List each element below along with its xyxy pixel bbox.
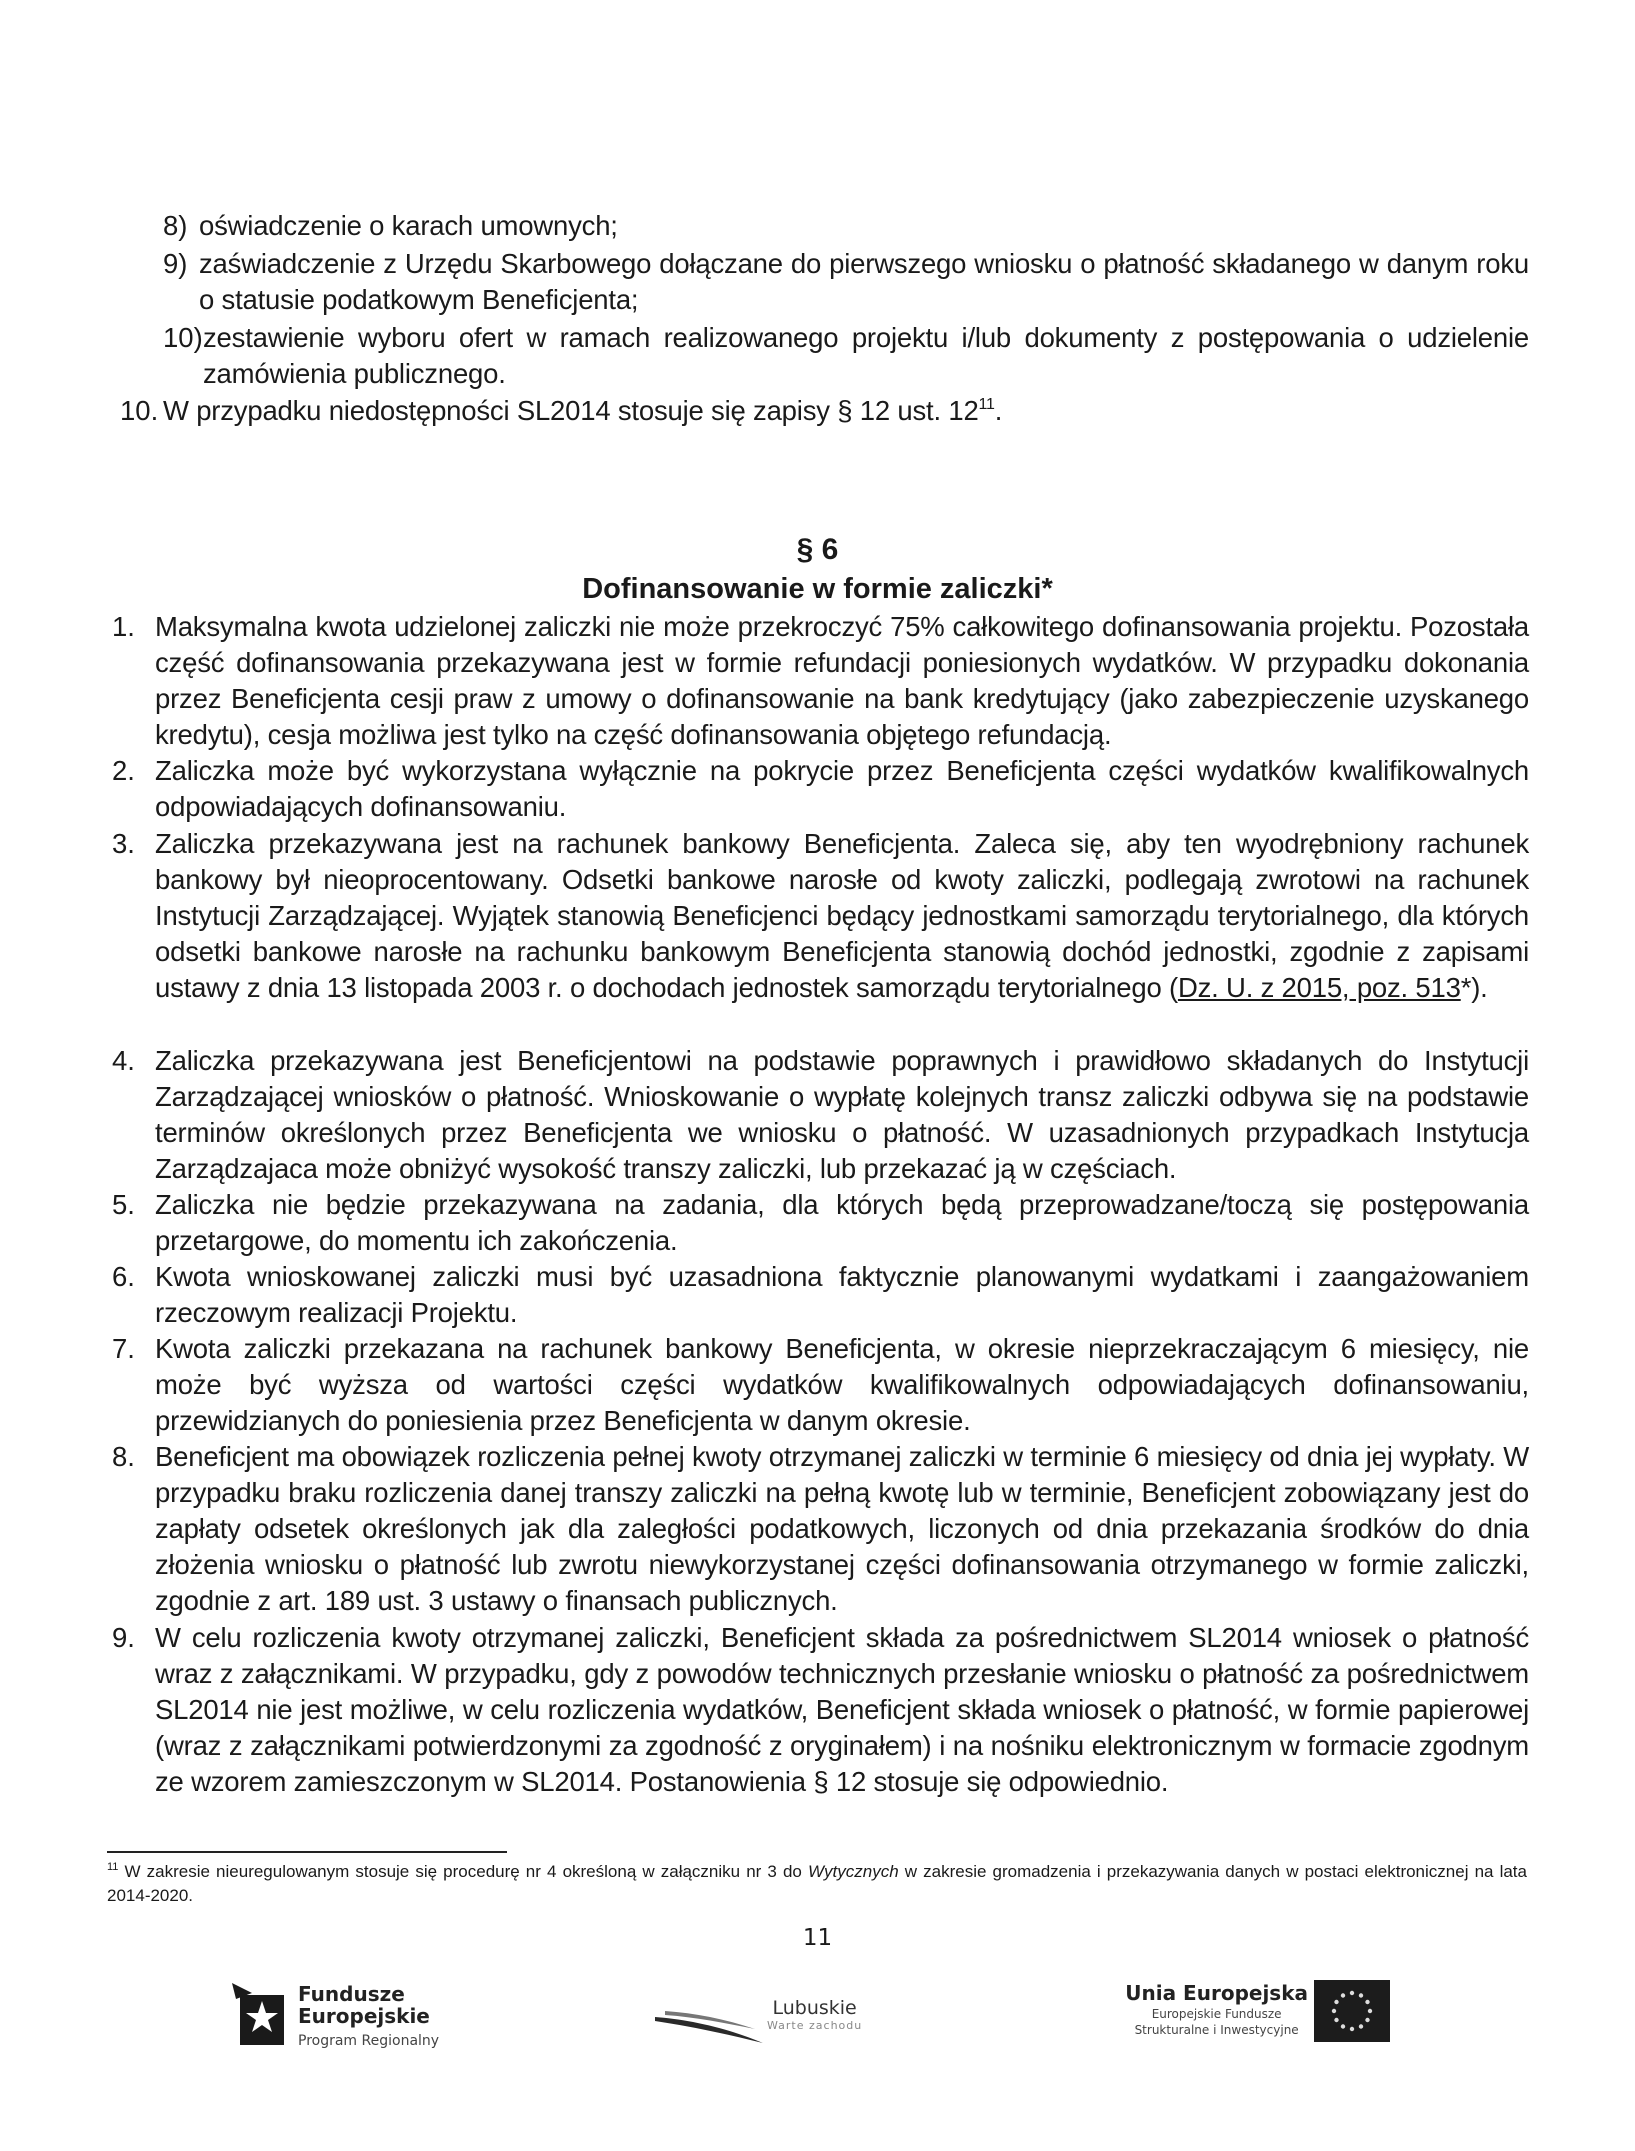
list-item-text: zestawienie wyboru ofert w ramach realizowanego projektu i/lub dokumenty z postępowania o udzielenie zamówienia publicznego. (203, 322, 1529, 389)
point-number: 4. (112, 1045, 135, 1076)
list-item-number: 10. (120, 395, 159, 426)
lubuskie-logo (655, 1995, 915, 2055)
point-number: 2. (112, 755, 135, 786)
unia-europejska-logo (1030, 1980, 1390, 2060)
point-text: Kwota wnioskowanej zaliczki musi być uzasadniona faktycznie planowanymi wydatkami i zaangażowaniem rzeczowym realizacji Projektu. (155, 1261, 1529, 1328)
list-item-text: oświadczenie o karach umownych; (199, 210, 618, 241)
footnote (107, 1860, 1527, 1908)
lubuskie-name: Lubuskie (772, 1997, 857, 2019)
footnote-ref: 11 (978, 396, 995, 413)
point-text: Maksymalna kwota udzielonej zaliczki nie może przekroczyć 75% całkowitego dofinansowania projektu. Pozostała część dofinansowania przekazywana jest w formie refundacji poniesionych wydatków. W przypadku dokonania przez Beneficjenta cesji praw z umowy o dofinansowanie na bank kredytujący (jako zabezpieczenie uzyskanego kredytu), cesja możliwa jest tylko na część dofinansowania objętego refundacją. (155, 611, 1529, 750)
legal-reference-link[interactable]: Dz. U. z 2015, poz. 513 (1177, 972, 1461, 1003)
footnote-separator (107, 1851, 507, 1853)
ue-text (1125, 1980, 1308, 2038)
lubuskie-tagline: Warte zachodu (767, 2019, 863, 2032)
point-number: 5. (112, 1189, 135, 1220)
section-sign: § 6 (796, 533, 839, 566)
fe-line1: Fundusze (298, 1982, 405, 2006)
fe-text (298, 1983, 439, 2052)
footnote-italic: Wytycznych (807, 1862, 899, 1881)
page-number: 11 (802, 1925, 833, 1951)
footnote-number: 11 (107, 1861, 119, 1873)
ue-line2: Strukturalne i Inwestycyjne (1134, 2023, 1299, 2037)
point-3-tail: *). (1460, 972, 1488, 1003)
footnote-text: W zakresie nieuregulowanym stosuje się procedurę nr 4 określoną w załączniku nr 3 do (124, 1862, 802, 1881)
point-number: 9. (112, 1622, 135, 1653)
list-item-text (163, 393, 1529, 429)
point-text: Kwota zaliczki przekazana na rachunek bankowy Beneficjenta, w okresie nieprzekraczającym 6 miesięcy, nie może być wyższa od wartości części wydatków kwalifikowalnych odpowiadających dofinansowaniu, przewidzianych do poniesienia przez Beneficjenta w danym okresie. (155, 1333, 1529, 1436)
lubuskie-wing-icon (655, 2005, 765, 2045)
list-item-text: zaświadczenie z Urzędu Skarbowego dołączane do pierwszego wniosku o płatność składanego w danym roku o statusie podatkowym Beneficjenta; (199, 248, 1529, 315)
list-item-number: 9) (163, 248, 188, 279)
point-text: Beneficjent ma obowiązek rozliczenia pełnej kwoty otrzymanej zaliczki w terminie 6 miesięcy od dnia jej wypłaty. W przypadku braku rozliczenia danej transzy zaliczki na pełną kwotę lub w terminie, Beneficjent zobowiązany jest do zapłaty odsetek określonych jak dla zaległości podatkowych, liczonych od dnia przekazania środków do dnia złożenia wniosku o płatność lub zwrotu niewykorzystanej części dofinansowania otrzymanego w formie zaliczki, zgodnie z art. 189 ust. 3 ustawy o finansach publicznych. (155, 1441, 1529, 1616)
point-number: 3. (112, 828, 135, 859)
ue-line1: Europejskie Fundusze (1151, 2007, 1282, 2021)
point-number: 6. (112, 1261, 135, 1292)
point-text: Zaliczka przekazywana jest Beneficjentowi na podstawie poprawnych i prawidłowo składanych do Instytucji Zarządzającej wniosków o płatność. Wnioskowanie o wypłatę kolejnych transz zaliczki odbywa się na podstawie terminów określonych przez Beneficjenta we wniosku o płatność. W uzasadnionych przypadkach Instytucja Zarządzajaca może obniżyć wysokość transzy zaliczki, lub przekazać ją w częściach. (155, 1045, 1529, 1184)
fe-line2: Europejskie (298, 2004, 430, 2028)
fe-star-icon (232, 1983, 290, 2051)
point-number: 7. (112, 1333, 135, 1364)
fe-line3: Program Regionalny (298, 2033, 440, 2049)
list-item-number: 10) (163, 322, 203, 353)
point-3-text: Zaliczka przekazywana jest na rachunek bankowy Beneficjenta. Zaleca się, aby ten wyodrębniony rachunek bankowy był nieoprocentowany. Odsetki bankowe narosłe od kwoty zaliczki, podlegają zwrotowi na rachunek Instytucji Zarządzającej. Wyjątek stanowią Beneficjenci będący jednostkami samorządu terytorialnego, dla których odsetki bankowe narosłe na rachunku bankowym Beneficjenta stanowią dochód jednostki, zgodnie z zapisami ustawy z dnia 13 listopada 2003 r. o dochodach jednostek samorządu terytorialnego ( (155, 828, 1529, 1003)
point-number: 8. (112, 1441, 135, 1472)
item10-text: W przypadku niedostępności SL2014 stosuje się zapisy § 12 ust. 12 (163, 395, 979, 426)
section-title: Dofinansowanie w formie zaliczki* (582, 573, 1053, 605)
point-number: 1. (112, 611, 135, 642)
fundusze-europejskie-logo (232, 1983, 472, 2053)
ue-title: Unia Europejska (1125, 1981, 1308, 2005)
point-text: W celu rozliczenia kwoty otrzymanej zaliczki, Beneficjent składa za pośrednictwem SL2014 wniosek o płatność wraz z załącznikami. W przypadku, gdy z powodów technicznych przesłanie wniosku o płatność za pośrednictwem SL2014 nie jest możliwe, w celu rozliczenia wydatków, Beneficjent składa wniosek o płatność, w formie papierowej (wraz z załącznikami potwierdzonymi za zgodność z oryginałem) i na nośniku elektronicznym w formacie zgodnym ze wzorem zamieszczonym w SL2014. Postanowienia § 12 stosuje się odpowiednio. (155, 1622, 1529, 1797)
eu-flag-icon (1314, 1980, 1390, 2042)
lubuskie-text (767, 1997, 862, 2032)
item10-tail: . (994, 395, 1003, 426)
point-text: Zaliczka może być wykorzystana wyłącznie na pokrycie przez Beneficjenta części wydatków kwalifikowalnych odpowiadających dofinansowaniu. (155, 755, 1529, 822)
point-text (155, 826, 1529, 1006)
list-item-number: 8) (163, 210, 188, 241)
footnote-text-end: w zakresie gromadzenia i przekazywania danych w postaci elektronicznej na lata 2014-2020. (107, 1862, 1527, 1905)
point-text: Zaliczka nie będzie przekazywana na zadania, dla których będą przeprowadzane/toczą się postępowania przetargowe, do momentu ich zakończenia. (155, 1189, 1529, 1256)
